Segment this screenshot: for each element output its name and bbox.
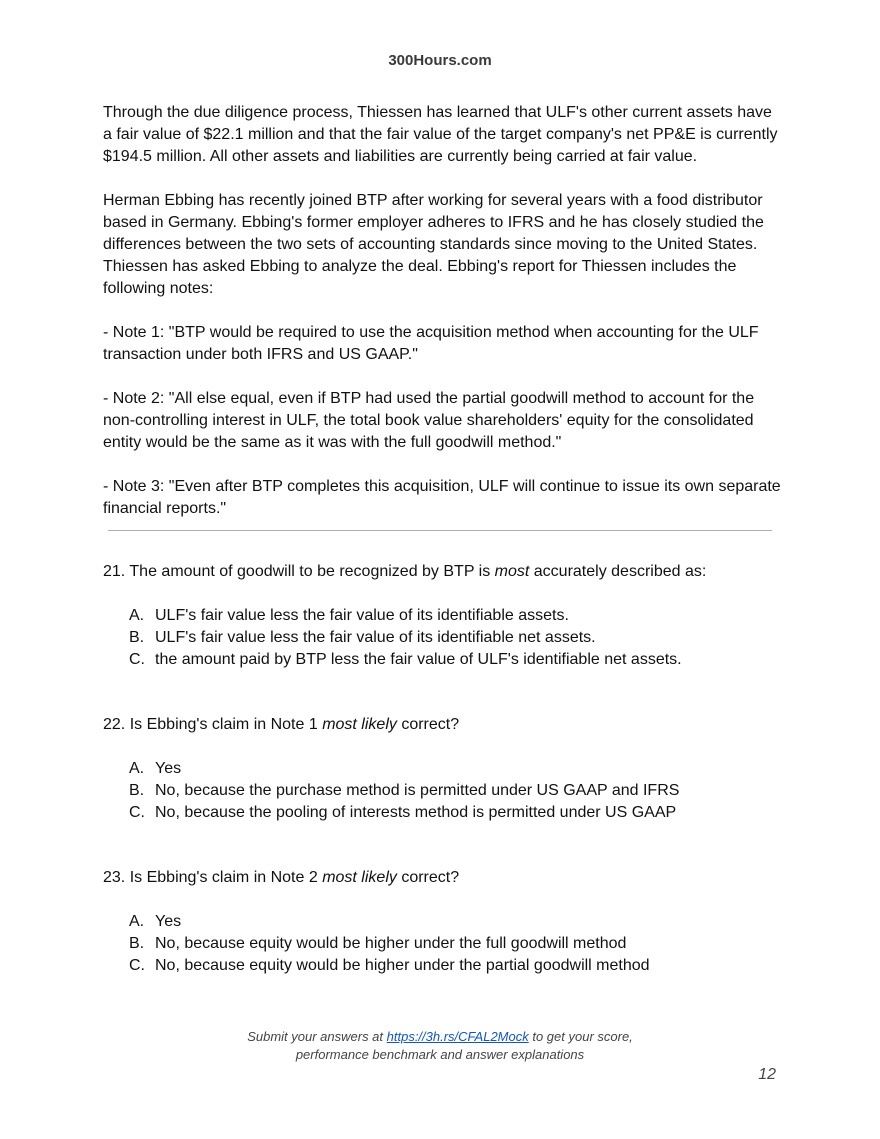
- footer-line-2: performance benchmark and answer explanations: [295, 1047, 585, 1062]
- question-text: Is Ebbing's claim in Note 1: [129, 716, 323, 733]
- option-letter: A.: [129, 760, 145, 777]
- submit-answers-link[interactable]: https://3h.rs/CFAL2Mock: [386, 1029, 529, 1044]
- option-letter: B.: [129, 782, 145, 799]
- page-number: 12: [758, 1066, 776, 1083]
- question-text: The amount of goodwill to be recognized by BTP is: [129, 563, 495, 580]
- question-21: [103, 561, 793, 671]
- question-list: [103, 561, 793, 977]
- option-text: ULF's fair value less the fair value of its identifiable assets.: [155, 607, 569, 624]
- option-text: the amount paid by BTP less the fair value of ULF's identifiable net assets.: [155, 651, 682, 668]
- paragraph-note-3: - Note 3: "Even after BTP completes this acquisition, ULF will continue to issue its own separate financial reports.": [103, 478, 781, 517]
- question-stem: [103, 561, 793, 583]
- answer-option-c[interactable]: [103, 955, 793, 977]
- option-text: Yes: [155, 760, 182, 777]
- page-header-title: 300Hours.com: [388, 52, 492, 69]
- answer-option-c[interactable]: [103, 649, 793, 671]
- question-text-end: correct?: [396, 869, 460, 886]
- question-stem: [103, 867, 793, 889]
- option-text: No, because equity would be higher under the partial goodwill method: [155, 957, 650, 974]
- answer-option-a[interactable]: [103, 758, 793, 780]
- option-text: Yes: [155, 913, 182, 930]
- option-letter: C.: [129, 651, 145, 668]
- option-letter: C.: [129, 957, 145, 974]
- question-spacer: [103, 824, 793, 867]
- option-letter: B.: [129, 935, 145, 952]
- answer-option-b[interactable]: [103, 780, 793, 802]
- option-text: No, because equity would be higher under the full goodwill method: [155, 935, 627, 952]
- paragraph-due-diligence: Through the due diligence process, Thiessen has learned that ULF's other current assets have a fair value of $22.1 million and that the fair value of the target company's net PP&E is currently $194.5 million. All other assets and liabilities are currently being carried at fair value.: [103, 104, 778, 165]
- option-text: ULF's fair value less the fair value of its identifiable net assets.: [155, 629, 596, 646]
- question-23: [103, 867, 793, 977]
- question-spacer: [103, 671, 793, 714]
- answer-option-a[interactable]: [103, 911, 793, 933]
- option-text: No, because the pooling of interests method is permitted under US GAAP: [155, 804, 677, 821]
- option-letter: A.: [129, 913, 145, 930]
- question-emphasis: most likely: [322, 869, 397, 886]
- question-emphasis: most: [494, 563, 530, 580]
- option-letter: A.: [129, 607, 145, 624]
- option-letter: C.: [129, 804, 145, 821]
- option-letter: B.: [129, 629, 145, 646]
- answer-option-b[interactable]: [103, 933, 793, 955]
- option-text: No, because the purchase method is permitted under US GAAP and IFRS: [155, 782, 680, 799]
- paragraph-note-1: - Note 1: "BTP would be required to use the acquisition method when accounting for the ULF transaction under both IFRS and US GAAP.": [103, 324, 759, 363]
- question-number: 23.: [103, 869, 126, 886]
- footer-line-1: [0, 1028, 880, 1046]
- question-number: 22.: [103, 716, 126, 733]
- question-emphasis: most likely: [322, 716, 397, 733]
- question-stem: [103, 714, 793, 736]
- paragraph-note-2: - Note 2: "All else equal, even if BTP had used the partial goodwill method to account for the non-controlling interest in ULF, the total book value shareholders' equity for the consolidated entity would be the same as it was with the full goodwill method.": [103, 390, 755, 451]
- footer-prefix: Submit your answers at: [247, 1029, 387, 1044]
- footer-suffix: to get your score,: [528, 1029, 633, 1044]
- question-text-end: correct?: [396, 716, 460, 733]
- case-text: [103, 102, 783, 542]
- answer-options: [103, 605, 793, 671]
- section-divider: [108, 530, 772, 531]
- page-footer: [0, 1028, 880, 1064]
- question-number: 21.: [103, 563, 126, 580]
- question-text: Is Ebbing's claim in Note 2: [129, 869, 323, 886]
- paragraph-ebbing-intro: Herman Ebbing has recently joined BTP after working for several years with a food distributor based in Germany. Ebbing's former employer adheres to IFRS and he has closely studied the differences between the two sets of accounting standards since moving to the United States. Thiessen has asked Ebbing to analyze the deal. Ebbing's report for Thiessen includes the following notes:: [103, 192, 764, 297]
- question-text-end: accurately described as:: [529, 563, 707, 580]
- answer-option-a[interactable]: [103, 605, 793, 627]
- answer-option-c[interactable]: [103, 802, 793, 824]
- question-22: [103, 714, 793, 824]
- answer-option-b[interactable]: [103, 627, 793, 649]
- answer-options: [103, 758, 793, 824]
- answer-options: [103, 911, 793, 977]
